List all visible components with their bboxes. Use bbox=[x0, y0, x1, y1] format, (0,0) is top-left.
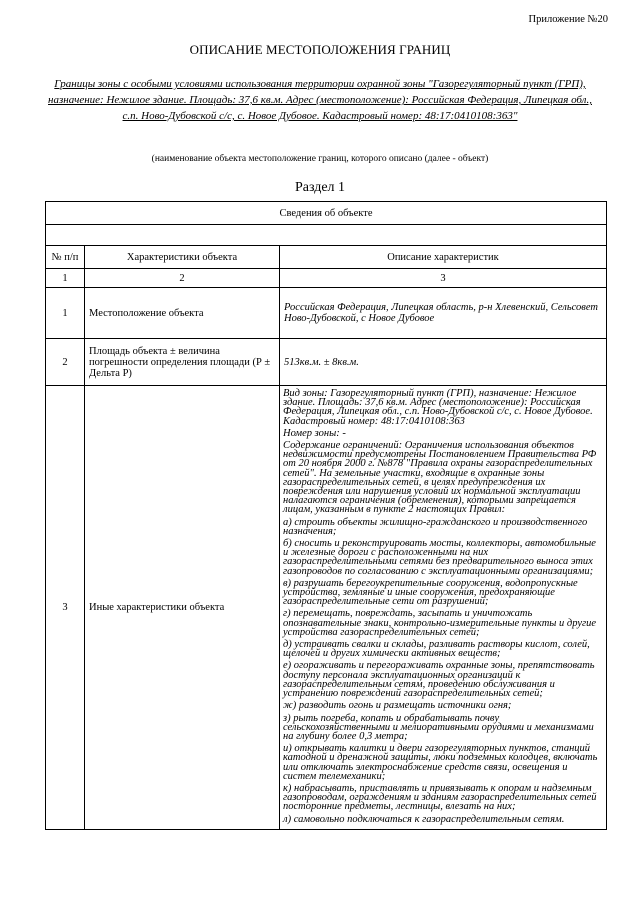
row-number: 3 bbox=[46, 386, 85, 830]
col-header-description: Описание характеристик bbox=[280, 246, 607, 269]
object-info-table bbox=[45, 201, 607, 830]
table-row bbox=[46, 339, 607, 386]
subject-note: (наименование объекта местоположение границ, которого описано (далее - объект) bbox=[151, 154, 489, 164]
row-description bbox=[280, 386, 607, 830]
col-number-2: 2 bbox=[85, 269, 280, 288]
col-header-characteristic: Характеристики объекта bbox=[85, 246, 280, 269]
desc-paragraph: ж) разводить огонь и размещать источники огня; bbox=[283, 700, 512, 712]
appendix-label: Приложение №20 bbox=[528, 14, 608, 25]
desc-paragraph: д) устраивать свалки и склады, разливать растворы кислот, солей, щелочей и других химически активных веществ; bbox=[283, 639, 590, 660]
desc-paragraph: б) сносить и реконструировать мосты, коллекторы, автомобильные и железные дороги с расположенными на них газораспределительными сетями без предварительного выноса этих газопроводов по согласованию с эксплуатационными организациями; bbox=[283, 538, 596, 577]
document-title: ОПИСАНИЕ МЕСТОПОЛОЖЕНИЯ ГРАНИЦ bbox=[189, 42, 451, 57]
row-characteristic: Местоположение объекта bbox=[85, 288, 280, 339]
desc-paragraph: и) открывать калитки и двери газорегуляторных пунктов, станций катодной и дренажной защиты, люки подземных колодцев, включать или отключать электроснабжение средств связи, освещения и систем телемеханики; bbox=[283, 743, 598, 782]
desc-paragraph: Содержание ограничений: Ограничения использования объектов недвижимости предусмотрены Постановлением Правительства РФ от 20 ноября 2000 г. №878 "Правила охраны газораспределительных сетей". На земельные участки, входящие в охранные зоны газораспределительных сетей, в целях предупреждения их повреждения или нарушения условий их нормальной эксплуатации налагаются ограничения (обременения), которыми запрещается лицам, указанным в пункте 2 настоящих Правил: bbox=[283, 440, 597, 516]
desc-paragraph: в) разрушать берегоукрепительные сооружения, водопропускные устройства, земляные и иные сооружения, предохраняющие газораспределительные сети от разрушений; bbox=[283, 577, 578, 608]
col-number-3: 3 bbox=[280, 269, 607, 288]
row-value: 513кв.м. ± 8кв.м. bbox=[280, 339, 607, 386]
row-number: 1 bbox=[46, 288, 85, 339]
row-number: 2 bbox=[46, 339, 85, 386]
desc-paragraph: Вид зоны: Газорегуляторный пункт (ГРП), назначение: Нежилое здание. Площадь: 37,6 кв.м. Адрес (местоположение): Российская Федерация, Липецкая обл., с.п. Ново-Дубовской с/с, с. Новое Дубовое. Кадастровый номер: 48:17:0410108:363 bbox=[283, 388, 593, 427]
col-number-1: 1 bbox=[46, 269, 85, 288]
desc-paragraph: г) перемещать, повреждать, засыпать и уничтожать опознавательные знаки, контрольно-измерительные пункты и другие устройства газораспределительных сетей; bbox=[283, 608, 596, 638]
column-header-row bbox=[46, 246, 607, 269]
row-characteristic: Площадь объекта ± величина погрешности определения площади (Р ± Дельта Р) bbox=[85, 339, 280, 386]
table-row bbox=[46, 288, 607, 339]
desc-paragraph: Номер зоны: - bbox=[283, 427, 346, 439]
desc-paragraph: а) строить объекты жилищно-гражданского и производственного назначения; bbox=[283, 516, 588, 537]
table-header: Сведения об объекте bbox=[46, 202, 607, 225]
desc-paragraph: л) самовольно подключаться к газораспределительным сетям. bbox=[283, 813, 565, 825]
table-row bbox=[46, 386, 607, 830]
row-value: Российская Федерация, Липецкая область, р-н Хлевенский, Сельсовет Ново-Дубовской, с Новое Дубовое bbox=[280, 288, 607, 339]
table-blank-row bbox=[46, 225, 607, 246]
table-header-row bbox=[46, 202, 607, 225]
col-header-num: № п/п bbox=[46, 246, 85, 269]
column-number-row bbox=[46, 269, 607, 288]
object-subject: Границы зоны с особыми условиями использования территории охранной зоны "Газорегуляторный пункт (ГРП), назначение: Нежилое здание. Площадь: 37,6 кв.м. Адрес (местоположение): Российская Федерация, Липецкая обл., с.п. Ново-Дубовской с/с, с. Новое Дубовое. Кадастровый номер: 48:17:0410108:363" bbox=[48, 78, 592, 122]
desc-paragraph: к) набрасывать, приставлять и привязывать к опорам и надземным газопроводам, ограждениям и зданиям газораспределительных сетей посторонние предметы, лестницы, влезать на них; bbox=[283, 782, 597, 813]
desc-paragraph: з) рыть погреба, копать и обрабатывать почву сельскохозяйственными и мелиоративными орудиями и механизмами на глубину более 0,3 метра; bbox=[283, 712, 594, 742]
section-title: Раздел 1 bbox=[294, 180, 346, 195]
desc-paragraph: е) огораживать и перегораживать охранные зоны, препятствовать доступу персонала эксплуатационных организаций к газораспределительным сетям, проведению обслуживания и устранению повреждений газораспределительных сетей; bbox=[283, 660, 595, 700]
blank-cell bbox=[46, 225, 607, 246]
row-characteristic: Иные характеристики объекта bbox=[85, 386, 280, 830]
